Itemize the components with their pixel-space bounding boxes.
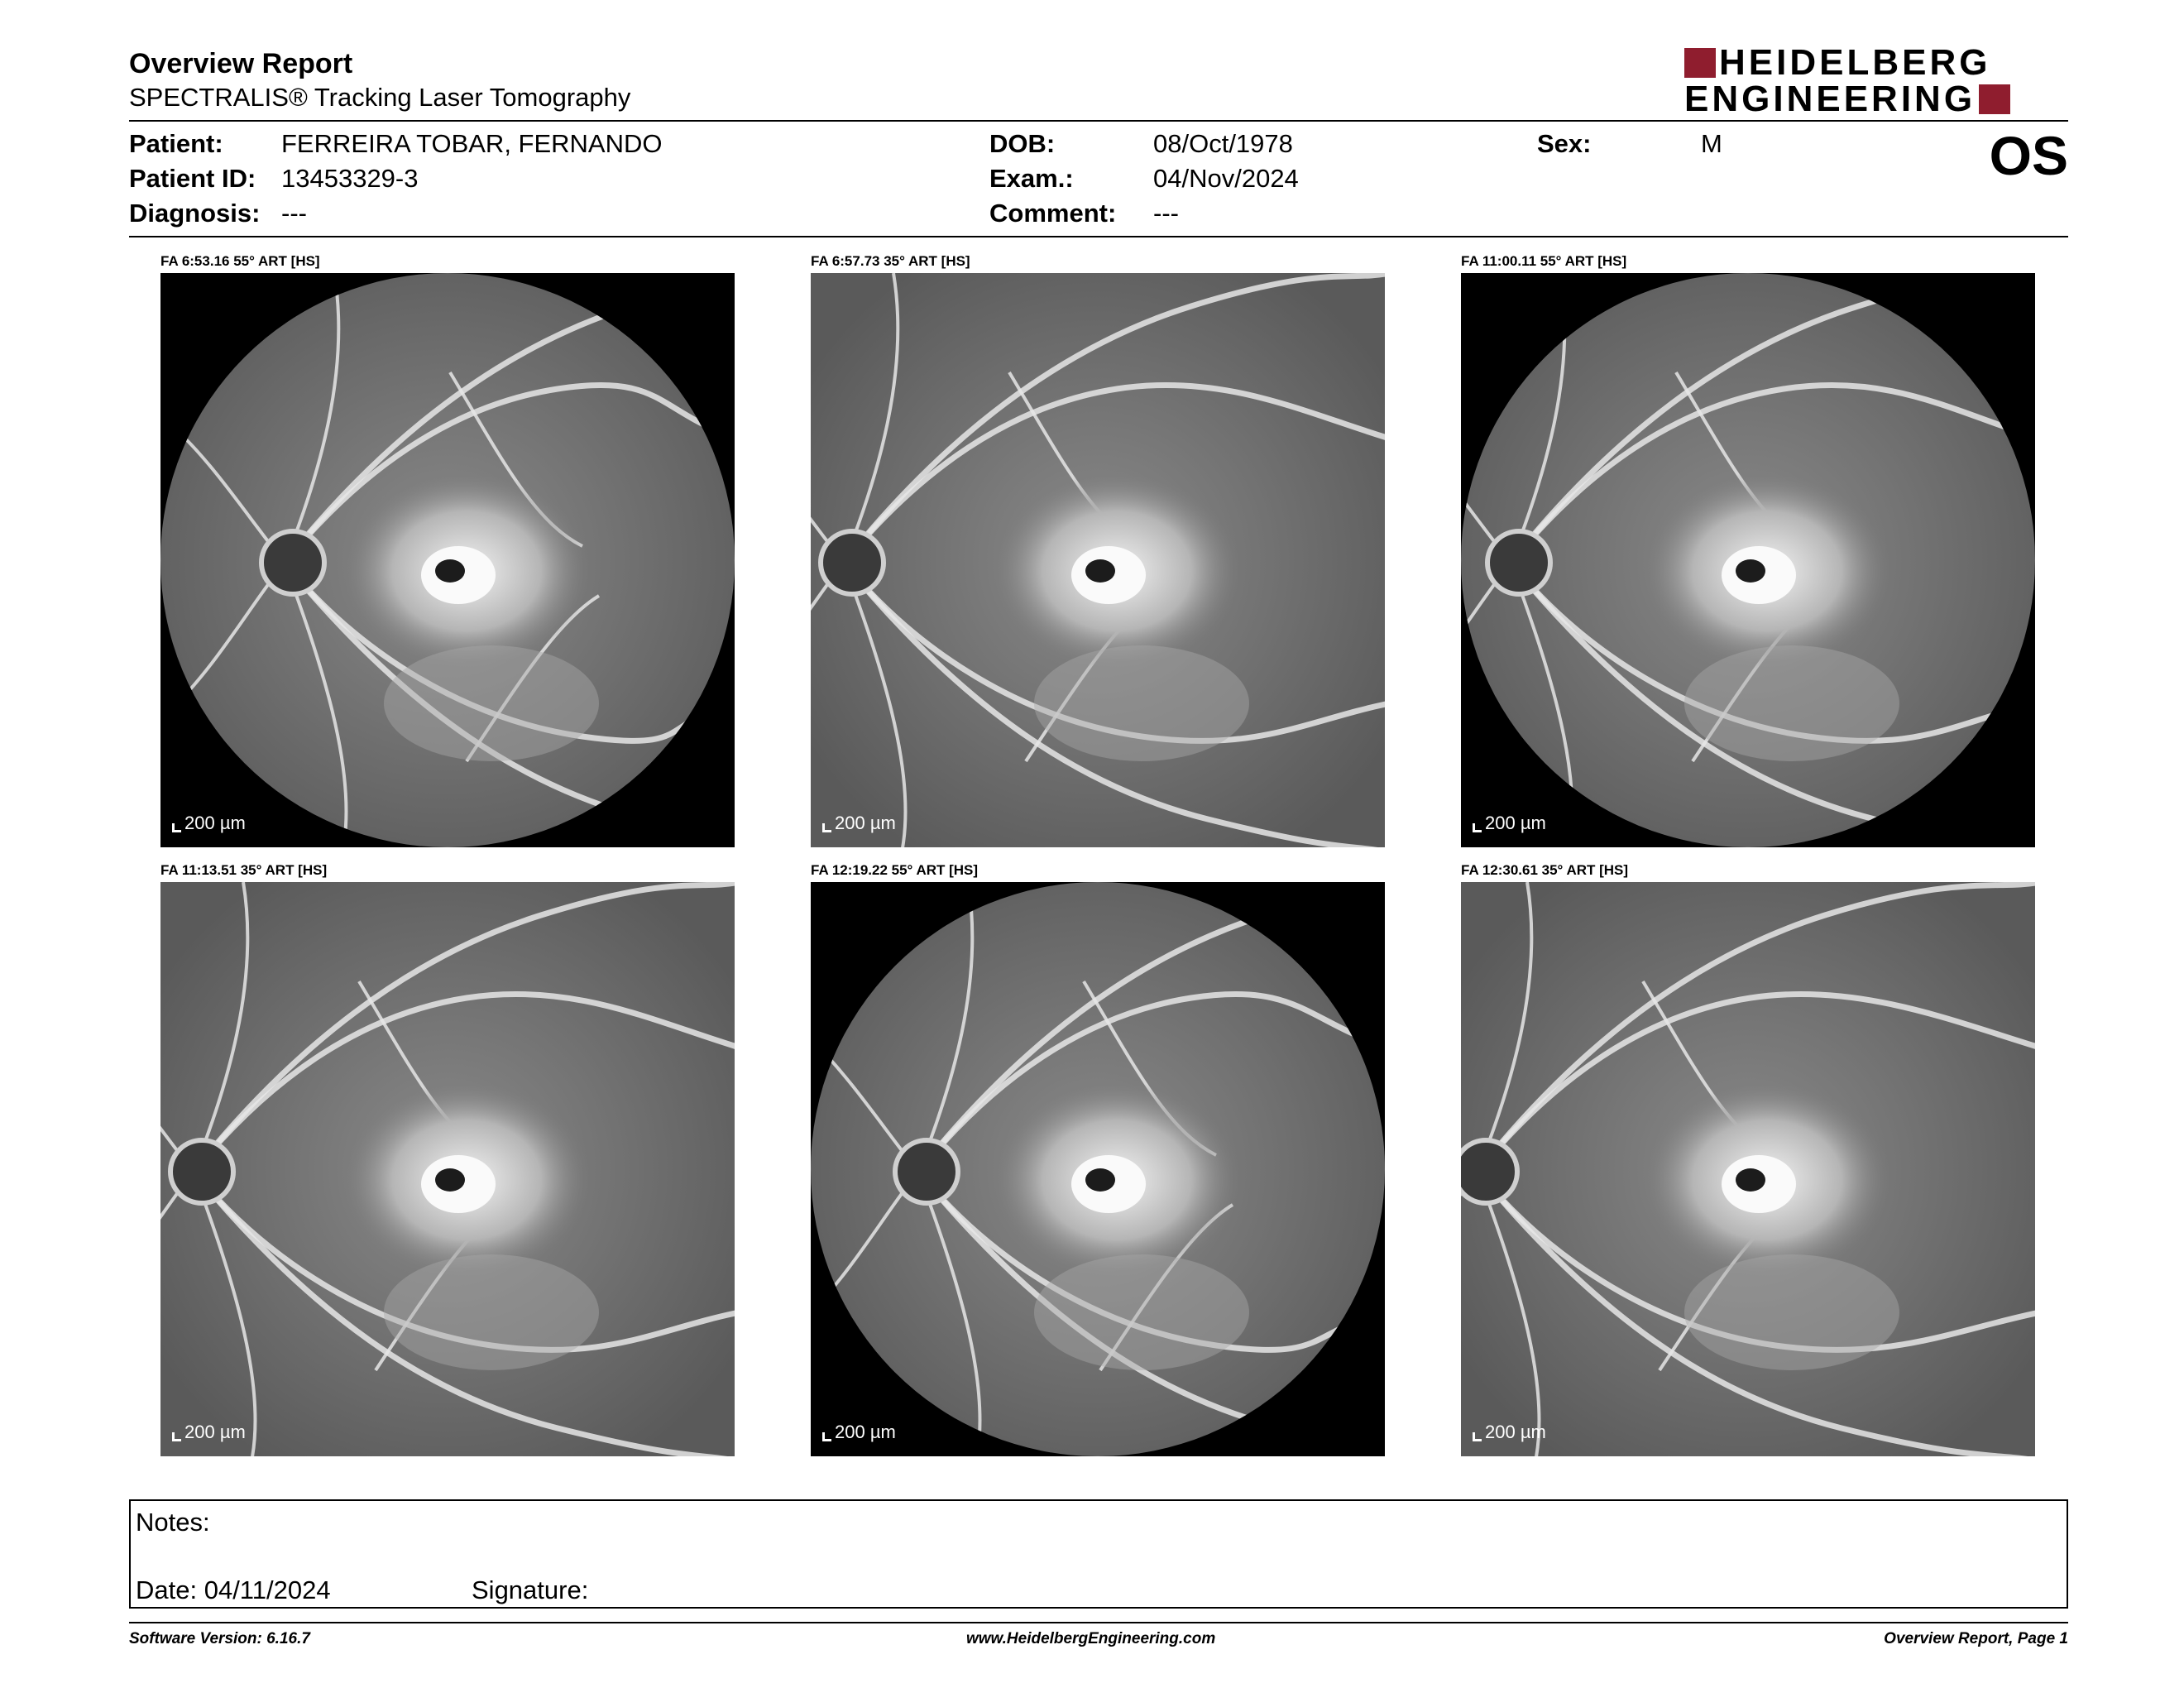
eye-laterality: OS xyxy=(1989,125,2068,186)
image-caption: FA 11:13.51 35° ART [HS] xyxy=(160,862,328,878)
logo-square-right xyxy=(1979,84,2010,114)
scale-bar-label: 200 µm xyxy=(835,1422,896,1442)
patient-id-value: 13453329-3 xyxy=(281,164,419,193)
diagnosis-value: --- xyxy=(281,199,307,228)
image-caption: FA 6:53.16 55° ART [HS] xyxy=(160,253,320,269)
fundus-angiogram-image xyxy=(811,882,1385,1456)
scale-bar-label: 200 µm xyxy=(1485,813,1546,833)
footer-rule xyxy=(129,1622,2068,1623)
scale-bar-icon xyxy=(1473,1432,1482,1441)
scale-bar-icon xyxy=(1473,823,1482,832)
signature-label: Signature: xyxy=(472,1575,589,1604)
report-title: Overview Report xyxy=(129,48,353,79)
exam-label: Exam.: xyxy=(989,164,1074,193)
scale-bar-icon xyxy=(172,1432,181,1441)
fundus-graphic xyxy=(811,273,1385,847)
sex-label: Sex: xyxy=(1537,129,1592,158)
scale-bar-label: 200 µm xyxy=(184,1422,246,1442)
logo-line1: HEIDELBERG xyxy=(1719,42,1991,83)
website: www.HeidelbergEngineering.com xyxy=(966,1630,1216,1647)
sex-value: M xyxy=(1701,129,1722,158)
dob-value: 08/Oct/1978 xyxy=(1153,129,1293,158)
image-caption: FA 12:19.22 55° ART [HS] xyxy=(811,862,979,878)
patient-id-label: Patient ID: xyxy=(129,164,256,193)
fundus-angiogram-image xyxy=(811,273,1385,847)
image-caption: FA 12:30.61 35° ART [HS] xyxy=(1461,862,1629,878)
notes-label: Notes: xyxy=(136,1508,210,1537)
scale-bar xyxy=(1473,813,1546,834)
image-caption: FA 11:00.11 55° ART [HS] xyxy=(1461,253,1627,269)
scale-bar-icon xyxy=(822,1432,831,1441)
patient-rule xyxy=(129,236,2068,237)
scale-bar-icon xyxy=(172,823,181,832)
fundus-angiogram-image xyxy=(160,273,735,847)
scale-bar xyxy=(822,813,896,834)
header-rule xyxy=(129,120,2068,122)
fundus-angiogram-image xyxy=(1461,882,2035,1456)
scale-bar xyxy=(822,1422,896,1443)
report-subtitle: SPECTRALIS® Tracking Laser Tomography xyxy=(129,83,631,112)
scale-bar xyxy=(1473,1422,1546,1443)
patient-value: FERREIRA TOBAR, FERNANDO xyxy=(281,129,663,158)
comment-label: Comment: xyxy=(989,199,1117,228)
fundus-graphic xyxy=(811,882,1385,1456)
scale-bar-label: 200 µm xyxy=(835,813,896,833)
software-version: Software Version: 6.16.7 xyxy=(129,1630,310,1647)
comment-value: --- xyxy=(1153,199,1179,228)
diagnosis-label: Diagnosis: xyxy=(129,199,261,228)
logo-square-left xyxy=(1684,48,1716,78)
scale-bar xyxy=(172,1422,246,1443)
heidelberg-logo xyxy=(1684,42,2068,119)
scale-bar-icon xyxy=(822,823,831,832)
fundus-graphic xyxy=(1461,273,2035,847)
fundus-graphic xyxy=(1461,882,2035,1456)
image-caption: FA 6:57.73 35° ART [HS] xyxy=(811,253,970,269)
notes-box xyxy=(129,1499,2068,1609)
fundus-graphic xyxy=(160,273,735,847)
page-number: Overview Report, Page 1 xyxy=(1884,1630,2068,1647)
scale-bar xyxy=(172,813,246,834)
logo-line2: ENGINEERING xyxy=(1684,79,1976,119)
exam-value: 04/Nov/2024 xyxy=(1153,164,1299,193)
dob-label: DOB: xyxy=(989,129,1056,158)
scale-bar-label: 200 µm xyxy=(184,813,246,833)
fundus-graphic xyxy=(160,882,735,1456)
date-label: Date: 04/11/2024 xyxy=(136,1575,331,1604)
scale-bar-label: 200 µm xyxy=(1485,1422,1546,1442)
fundus-angiogram-image xyxy=(160,882,735,1456)
patient-label: Patient: xyxy=(129,129,223,158)
fundus-angiogram-image xyxy=(1461,273,2035,847)
